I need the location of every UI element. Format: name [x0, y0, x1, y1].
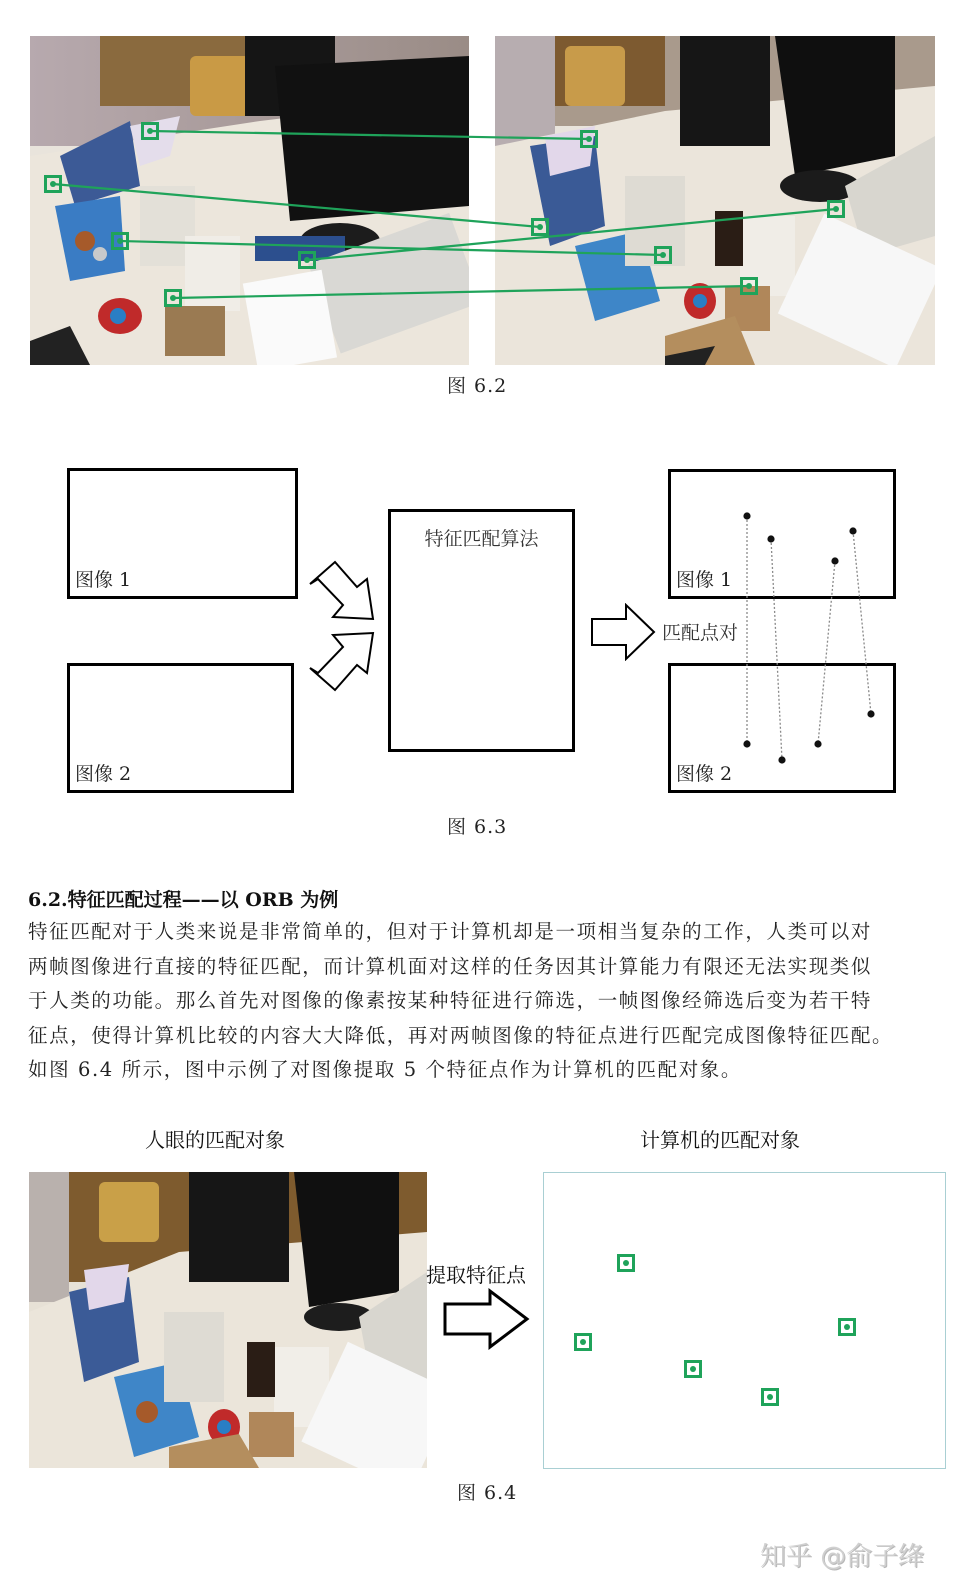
match-pairs-label: 匹配点对	[662, 622, 739, 644]
output-image-1-label: 图像 1	[676, 569, 733, 591]
pair-line	[853, 531, 871, 714]
algorithm-label: 特征匹配算法	[424, 528, 539, 550]
computer-title: 计算机的匹配对象	[640, 1128, 800, 1152]
feature-point-icon	[684, 1360, 702, 1378]
computer-feature-view	[543, 1172, 946, 1469]
pair-line	[818, 561, 835, 744]
section-heading: 6.2.特征匹配过程——以 ORB 为例	[28, 889, 339, 911]
human-eye-title: 人眼的匹配对象	[145, 1128, 285, 1152]
figure-6-3-caption: 图 6.3	[447, 816, 508, 838]
figure-6-4-caption: 图 6.4	[457, 1482, 518, 1504]
paragraph-line: 于人类的功能。那么首先对图像的像素按某种特征进行筛选，一帧图像经筛选后变为若干特	[28, 989, 873, 1012]
feature-dot-icon	[849, 527, 856, 534]
feature-point-icon	[838, 1318, 856, 1336]
feature-dot-icon	[831, 557, 838, 564]
input-image-2-label: 图像 2	[75, 763, 132, 785]
figure-6-4-desk-photo	[29, 1172, 427, 1468]
feature-dot-icon	[743, 740, 750, 747]
feature-dot-icon	[743, 512, 750, 519]
feature-point-icon	[617, 1254, 635, 1272]
feature-point-icon	[761, 1388, 779, 1406]
pair-line	[771, 539, 782, 760]
paragraph-line: 征点，使得计算机比较的内容大大降低，再对两帧图像的特征点进行匹配完成图像特征匹配。	[28, 1023, 894, 1047]
paragraph-line: 特征匹配对于人类来说是非常简单的，但对于计算机却是一项相当复杂的工作，人类可以对	[28, 920, 873, 943]
zhihu-watermark: 知乎 @俞子绛	[760, 1542, 925, 1572]
paragraph-line: 如图 6.4 所示，图中示例了对图像提取 5 个特征点作为计算机的匹配对象。	[28, 1058, 743, 1081]
feature-point-icon	[574, 1333, 592, 1351]
feature-dot-icon	[767, 535, 774, 542]
feature-dot-icon	[814, 740, 821, 747]
input-image-1-label: 图像 1	[75, 569, 132, 591]
extract-features-label: 提取特征点	[426, 1263, 526, 1287]
section-paragraph	[28, 915, 938, 1088]
feature-dot-icon	[778, 756, 785, 763]
extract-arrow-icon	[442, 1288, 532, 1350]
figure-6-2-caption: 图 6.2	[447, 375, 508, 397]
output-image-2-label: 图像 2	[676, 763, 733, 785]
paragraph-line: 两帧图像进行直接的特征匹配，而计算机面对这样的任务因其计算能力有限还无法实现类似	[28, 954, 873, 978]
feature-dot-icon	[867, 710, 874, 717]
